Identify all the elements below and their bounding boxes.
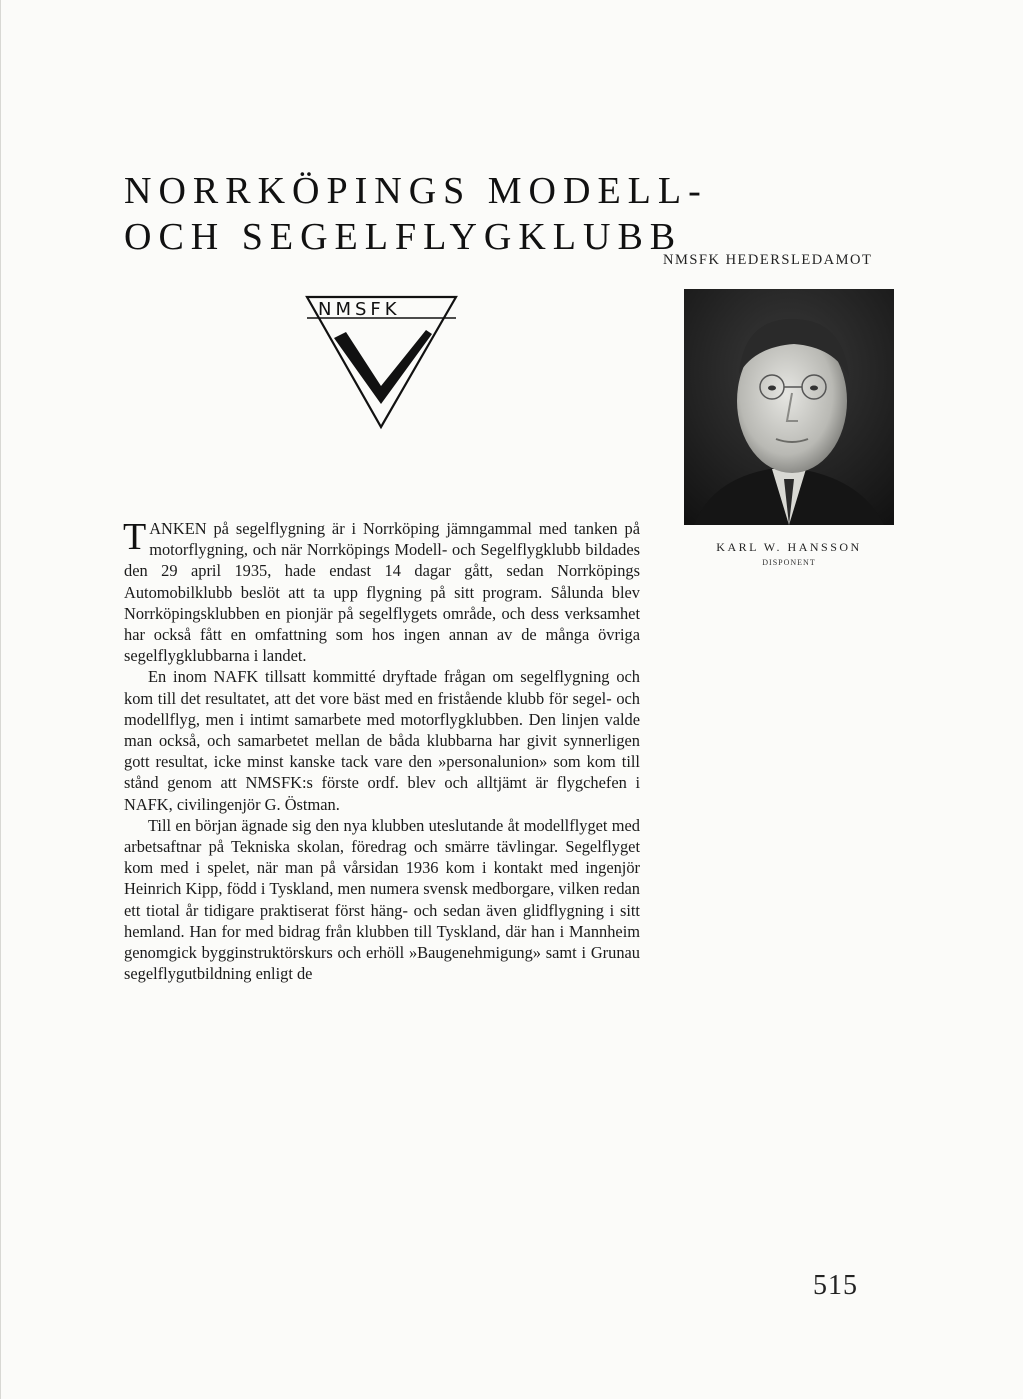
- club-logo: [304, 294, 459, 430]
- portrait-caption-role: DISPONENT: [762, 558, 816, 567]
- paragraph-1-text: ANKEN på segelflygning är i Norrköping jämngammal med tanken på motorflygning, och när Norrköpings Modell- och Segelflygklubb bildades den 29 april 1935, hade endast 14 dagar gått, sedan Norrköpings Automobilklubb beslöt att ta upp flygning på sitt program. Sålunda blev Norrköpingsklubben en pionjär på segelflygets område, och dess verksamhet har också fått en omfattning som hos ingen annan av de många övriga segelflygklubbarna i landet.: [124, 519, 640, 666]
- portrait-caption-name: KARL W. HANSSON: [716, 540, 862, 554]
- title-line-1: NORRKÖPINGS MODELL-: [124, 170, 708, 212]
- article-body: [124, 518, 640, 984]
- portrait-photo: [684, 289, 894, 525]
- paragraph-2: En inom NAFK tillsatt kommitté dryftade frågan om segelflygning och kom till det resultatet, att det vore bäst med en fristående klubb för segel- och modellflyg, men i intimt samarbete med motorflygklubben. Den linjen valde man också, och samarbetet mellan de båda klubbarna har givit synnerligen gott resultat, icke minst kanske tack vare den »personalunion» som kom till stånd genom att NMSFK:s förste ordf. blev och alltjämt är flygchefen i NAFK, civilingenjör G. Östman.: [124, 667, 640, 814]
- page-number: 515: [813, 1270, 858, 1301]
- honorary-member-heading: NMSFK HEDERSLEDAMOT: [663, 252, 873, 268]
- paragraph-1: [124, 518, 640, 666]
- drop-cap: T: [123, 516, 147, 558]
- page-title: [124, 168, 708, 260]
- logo-text: NMSFK: [318, 299, 401, 320]
- title-line-2: OCH SEGELFLYGKLUBB: [124, 216, 683, 258]
- paragraph-3: Till en början ägnade sig den nya klubben uteslutande åt modellflyget med arbetsaftnar på Tekniska skolan, föredrag och smärre tävlingar. Segelflyget kom med i spelet, när man på vårsidan 1936 kom i kontakt med ingenjör Heinrich Kipp, född i Tyskland, men numera svensk medborgare, vilken redan ett tiotal år tidigare praktiserat först häng- och sedan även glidflygning i sitt hemland. Han for med bidrag från klubben till Tyskland, där han i Mannheim genomgick bygginstruktörskurs och erhöll »Baugenehmigung» samt i Grunau segelflygutbildning enligt de: [124, 815, 640, 984]
